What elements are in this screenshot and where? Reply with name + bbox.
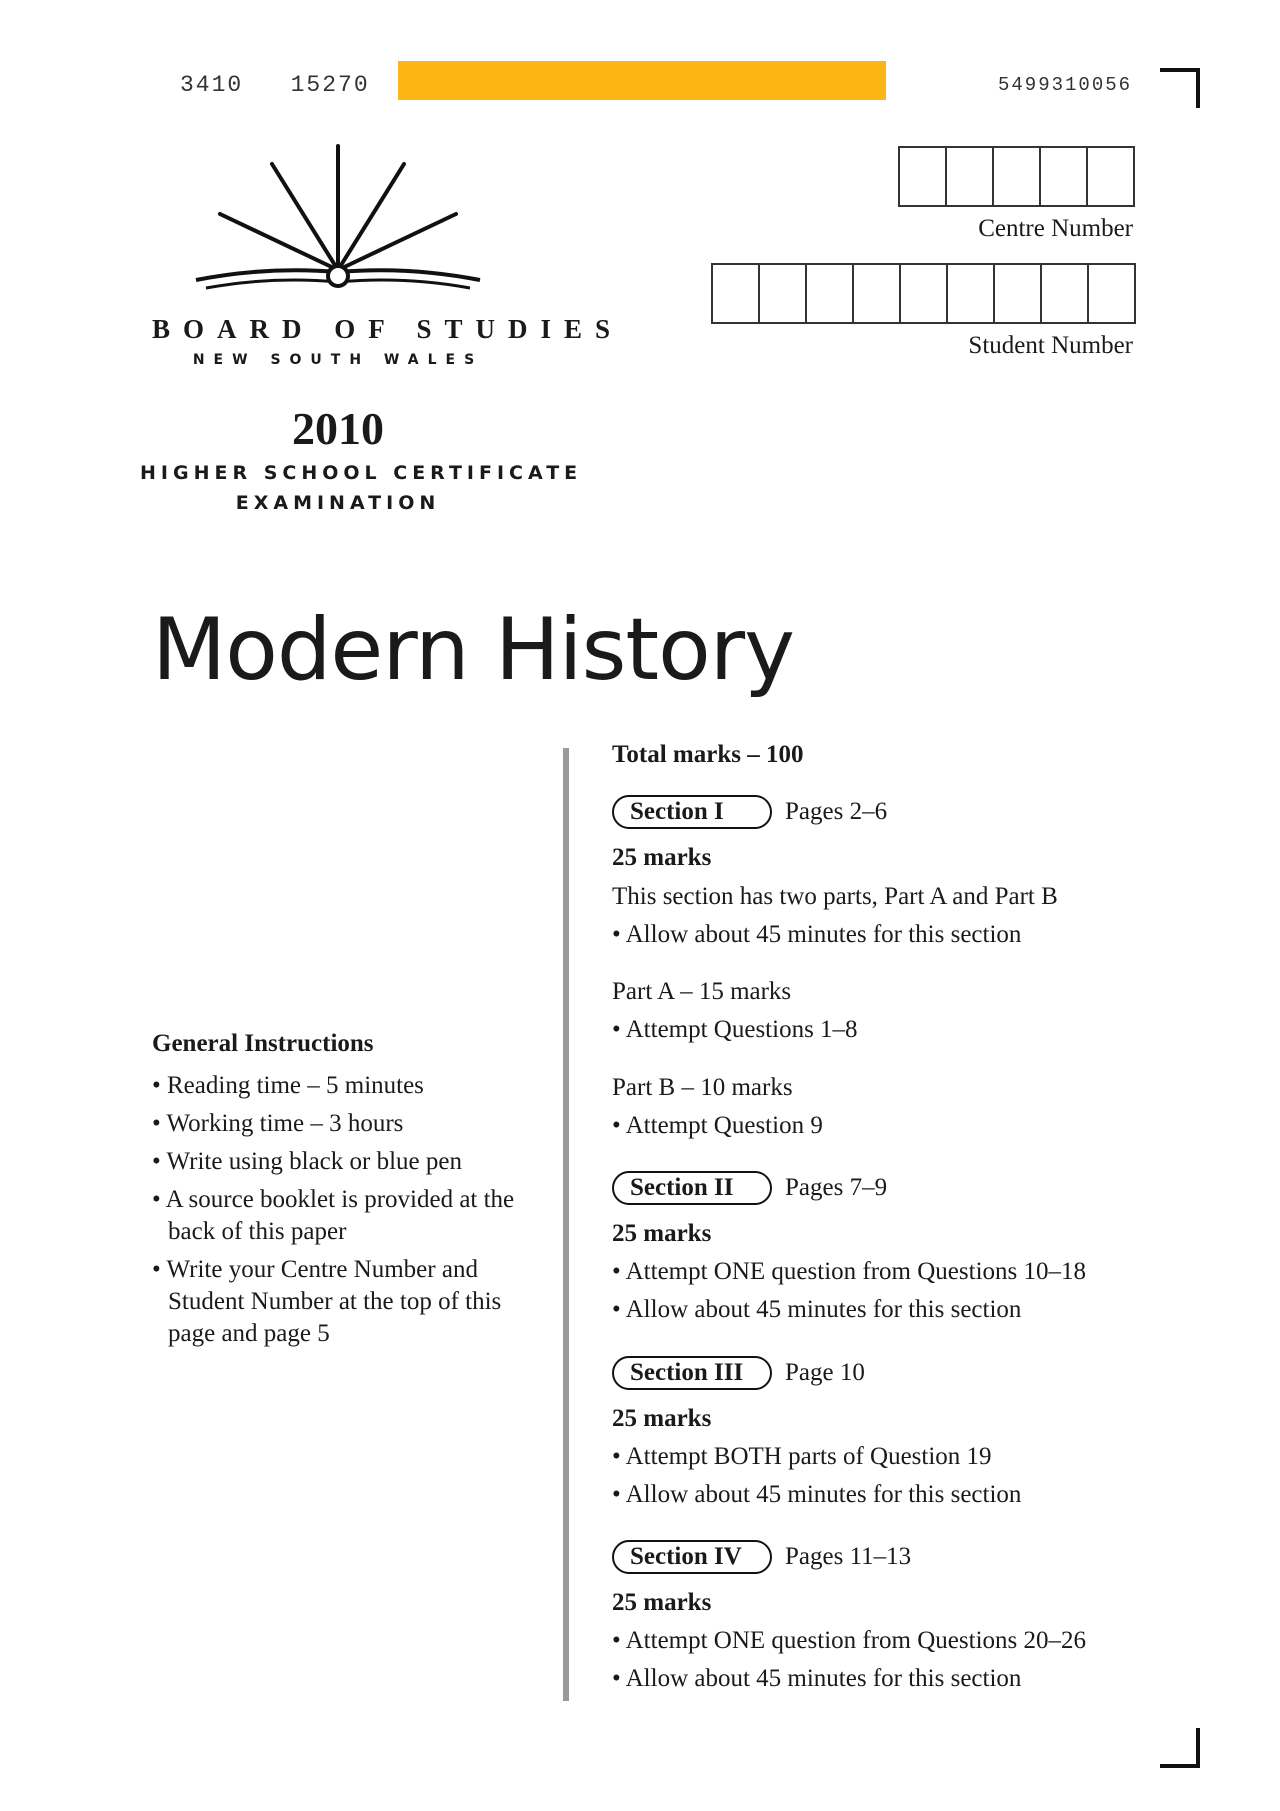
student-number-label: Student Number <box>968 332 1133 359</box>
exam-year: 2010 <box>292 403 384 454</box>
book-sunburst-icon <box>188 142 488 302</box>
column-divider <box>563 748 569 1701</box>
digit-box[interactable] <box>901 265 948 322</box>
section-2-label: Section II <box>612 1171 772 1205</box>
part-b-title: Part B – 10 marks <box>612 1074 793 1101</box>
general-instructions-heading: General Instructions <box>152 1030 374 1057</box>
section-3-label: Section III <box>612 1356 772 1390</box>
colour-band <box>398 61 886 100</box>
section-4-marks: 25 marks <box>612 1589 712 1616</box>
digit-box[interactable] <box>760 265 807 322</box>
section-3-instruction: • Attempt BOTH parts of Question 19 <box>612 1443 992 1470</box>
barcode-number: 5499310056 <box>998 74 1133 96</box>
crop-mark-bottom-right <box>1160 1728 1200 1768</box>
digit-box[interactable] <box>948 265 995 322</box>
digit-box[interactable] <box>713 265 760 322</box>
digit-box[interactable] <box>994 148 1041 205</box>
instruction-item: • A source booklet is provided at the back of this paper <box>152 1186 515 1245</box>
section-2-time: • Allow about 45 minutes for this section <box>612 1296 1022 1323</box>
total-marks: Total marks – 100 <box>612 741 804 768</box>
section-2-instruction: • Attempt ONE question from Questions 10–18 <box>612 1258 1086 1285</box>
digit-box[interactable] <box>854 265 901 322</box>
section-1-pages: Pages 2–6 <box>785 798 888 825</box>
crop-mark-top-right <box>1160 68 1200 108</box>
board-subtitle: NEW SOUTH WALES <box>192 352 484 368</box>
instruction-item: • Reading time – 5 minutes <box>152 1072 424 1099</box>
subject-title: Modern History <box>152 600 794 700</box>
section-2-marks: 25 marks <box>612 1220 712 1247</box>
section-4-label: Section IV <box>612 1540 772 1574</box>
exam-name-line2: EXAMINATION <box>235 492 441 514</box>
section-4-time: • Allow about 45 minutes for this section <box>612 1665 1022 1692</box>
section-2-pages: Pages 7–9 <box>785 1174 888 1201</box>
section-3-time: • Allow about 45 minutes for this section <box>612 1481 1022 1508</box>
section-1-time: • Allow about 45 minutes for this section <box>612 921 1022 948</box>
instruction-item: • Write using black or blue pen <box>152 1148 462 1175</box>
digit-box[interactable] <box>995 265 1042 322</box>
instruction-item: • Working time – 3 hours <box>152 1110 404 1137</box>
digit-box[interactable] <box>1088 148 1133 205</box>
section-3-marks: 25 marks <box>612 1405 712 1432</box>
section-4-pages: Pages 11–13 <box>785 1543 912 1570</box>
exam-name-line1: HIGHER SCHOOL CERTIFICATE <box>140 462 583 484</box>
centre-number-field[interactable] <box>898 146 1135 207</box>
section-1-marks: 25 marks <box>612 844 712 871</box>
part-b-instruction: • Attempt Question 9 <box>612 1112 823 1139</box>
digit-box[interactable] <box>900 148 947 205</box>
centre-number-label: Centre Number <box>978 215 1133 242</box>
paper-code: 3410 15270 <box>180 72 370 98</box>
digit-box[interactable] <box>1041 148 1088 205</box>
section-4-instruction: • Attempt ONE question from Questions 20–26 <box>612 1627 1086 1654</box>
digit-box[interactable] <box>807 265 854 322</box>
digit-box[interactable] <box>947 148 994 205</box>
section-3-pages: Page 10 <box>785 1359 865 1386</box>
board-title: BOARD OF STUDIES <box>152 314 624 344</box>
part-a-instruction: • Attempt Questions 1–8 <box>612 1016 858 1043</box>
digit-box[interactable] <box>1089 265 1134 322</box>
digit-box[interactable] <box>1042 265 1089 322</box>
section-1-intro: This section has two parts, Part A and Part B <box>612 883 1058 910</box>
part-a-title: Part A – 15 marks <box>612 978 792 1005</box>
section-1-label: Section I <box>612 795 772 829</box>
student-number-field[interactable] <box>711 263 1136 324</box>
instruction-item: • Write your Centre Number and Student Number at the top of this page and page 5 <box>152 1256 502 1347</box>
